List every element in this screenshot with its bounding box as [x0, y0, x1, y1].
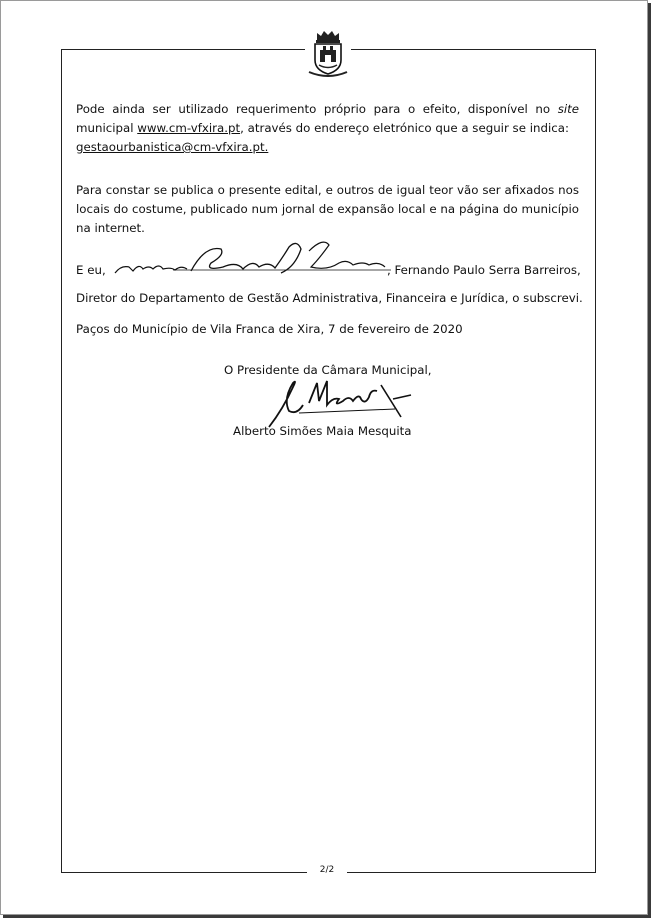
signoff-suffix: , Fernando Paulo Serra Barreiros,: [387, 263, 581, 277]
place-date: Paços do Município de Vila Franca de Xira, 7 de fevereiro de 2020: [76, 322, 463, 336]
signoff-prefix: E eu,: [76, 263, 106, 277]
municipal-crest-icon: [305, 28, 351, 80]
president-signature: [263, 369, 413, 431]
director-role: Diretor do Departamento de Gestão Administrativa, Financeira e Jurídica, o subscrevi.: [76, 291, 583, 305]
website-link[interactable]: www.cm-vfxira.pt: [137, 121, 241, 135]
page-number: 2/2: [307, 865, 347, 875]
director-signature: [113, 237, 393, 281]
paragraph-website: Pode ainda ser utilizado requerimento próprio para o efeito, disponível no site municipal www.cm-vfxira.pt, através do endereço eletrónico que a seguir se indica: gestaourbanistica@cm-vfxira.pt.: [76, 102, 579, 154]
president-name: Alberto Simões Maia Mesquita: [233, 424, 412, 438]
paragraph-publication: Para constar se publica o presente edital, e outros de igual teor vão ser afixados nos locais do costume, publicado num jornal de expansão local e na página do município na internet.: [76, 183, 579, 235]
president-title: O Presidente da Câmara Municipal,: [224, 363, 432, 377]
email-link[interactable]: gestaourbanistica@cm-vfxira.pt.: [76, 140, 269, 154]
page-frame: [61, 49, 596, 873]
